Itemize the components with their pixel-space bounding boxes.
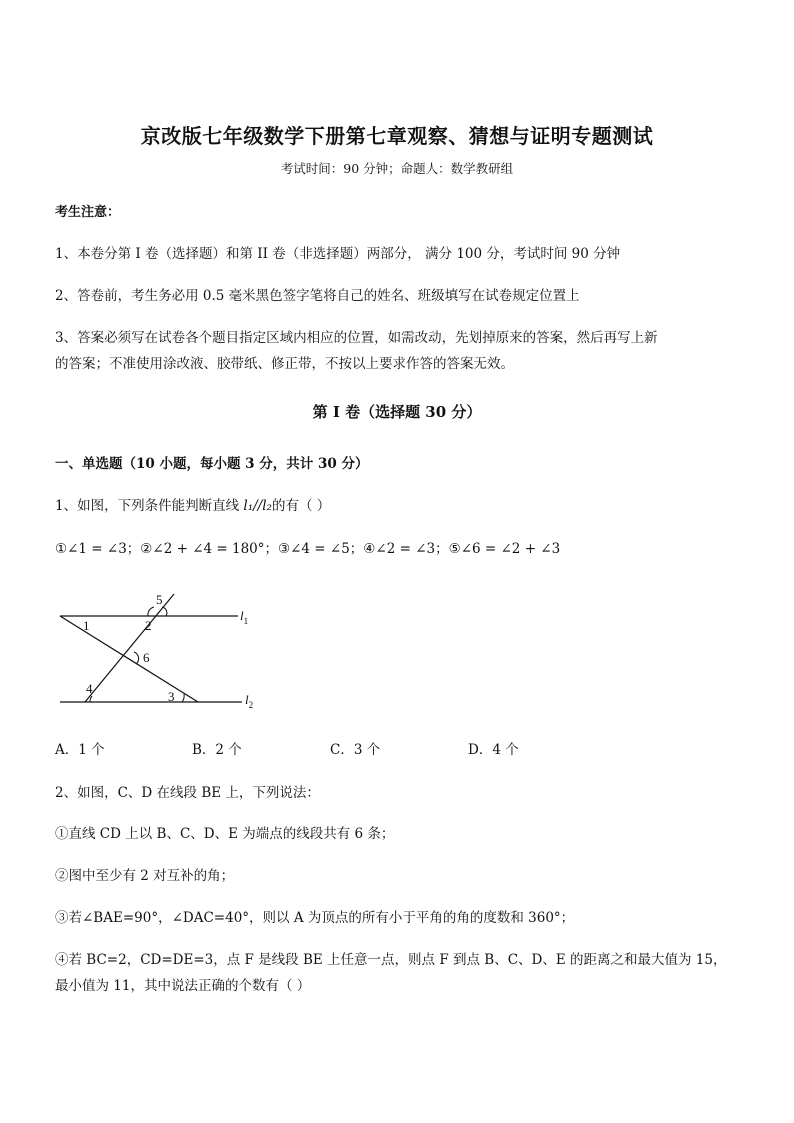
line-l1-subscript: 1 [243, 616, 249, 626]
line-l1-letter: l [240, 608, 244, 623]
q1-conditions: ①∠1 = ∠3；②∠2 + ∠4 = 180°；③∠4 = ∠5；④∠2 = ∠3；⑤∠6 = ∠2 + ∠3 [55, 541, 561, 557]
line-l2-label [245, 692, 253, 710]
q2-statement-4-cont: 最小值为 11，其中说法正确的个数有（ ） [55, 978, 311, 994]
q1-choice-d: D．4 个 [468, 742, 519, 758]
exam-info: 考试时间：90 分钟；命题人：数学教研组 [280, 161, 514, 176]
notice-heading: 考生注意： [55, 205, 121, 220]
line-l2-letter: l [245, 692, 249, 707]
notice-item-2: 2、答卷前，考生务必用 0.5 毫米黑色签字笔将自己的姓名、班级填写在试卷规定位置上 [55, 288, 580, 304]
q2-statement-4: ④若 BC=2，CD=DE=3，点 F 是线段 BE 上任意一点，则点 F 到点 B、C、D、E 的距离之和最大值为 15， [55, 952, 727, 968]
angle-3-label: 3 [168, 689, 175, 704]
line-l2-subscript: 2 [248, 700, 254, 710]
q2-statement-1: ①直线 CD 上以 B、C、D、E 为端点的线段共有 6 条； [55, 826, 395, 842]
q2-statement-3: ③若∠BAE=90°，∠DAC=40°，则以 A 为顶点的所有小于平角的角的度数和 360°； [55, 910, 575, 926]
q1-choice-a: A．1 个 [55, 742, 105, 758]
transversal-2 [85, 594, 174, 702]
angle-1-label: 1 [83, 618, 90, 633]
notice-item-3-cont: 的答案；不准使用涂改液、胶带纸、修正带，不按以上要求作答的答案无效。 [55, 356, 514, 372]
q1-choice-b: B．2 个 [192, 742, 242, 758]
q2-statement-2: ②图中至少有 2 对互补的角； [55, 868, 235, 884]
q2-stem: 2、如图，C、D 在线段 BE 上，下列说法： [55, 785, 320, 801]
q1-stem-math: l₁//l₂ [243, 498, 272, 514]
transversal-1 [60, 616, 198, 702]
q1-figure [50, 588, 280, 718]
q1-stem-prefix: 1、如图，下列条件能判断直线 [55, 498, 244, 514]
angle-4-label: 4 [86, 681, 93, 696]
page-title: 京改版七年级数学下册第七章观察、猜想与证明专题测试 [140, 124, 654, 148]
q1-stem [55, 494, 330, 514]
q1-stem-suffix: 的有（ ） [271, 498, 331, 514]
notice-item-1: 1、本卷分第 I 卷（选择题）和第 II 卷（非选择题）两部分， 满分 100 分，考试时间 90 分钟 [55, 246, 621, 262]
notice-item-3: 3、答案必须写在试卷各个题目指定区域内相应的位置，如需改动，先划掉原来的答案，然后再写上新 [55, 330, 658, 346]
arc-3 [182, 694, 184, 702]
angle-2-label: 2 [145, 618, 152, 633]
section-title: 第 I 卷（选择题 30 分） [312, 403, 482, 421]
angle-6-label: 6 [143, 650, 150, 665]
arc-2 [148, 607, 154, 616]
q1-choice-c: C．3 个 [330, 742, 381, 758]
angle-5-label: 5 [156, 592, 163, 607]
subsection-title: 一、单选题（10 小题，每小题 3 分，共计 30 分） [55, 456, 369, 472]
line-l1-label [240, 608, 248, 626]
arc-4 [90, 696, 92, 702]
